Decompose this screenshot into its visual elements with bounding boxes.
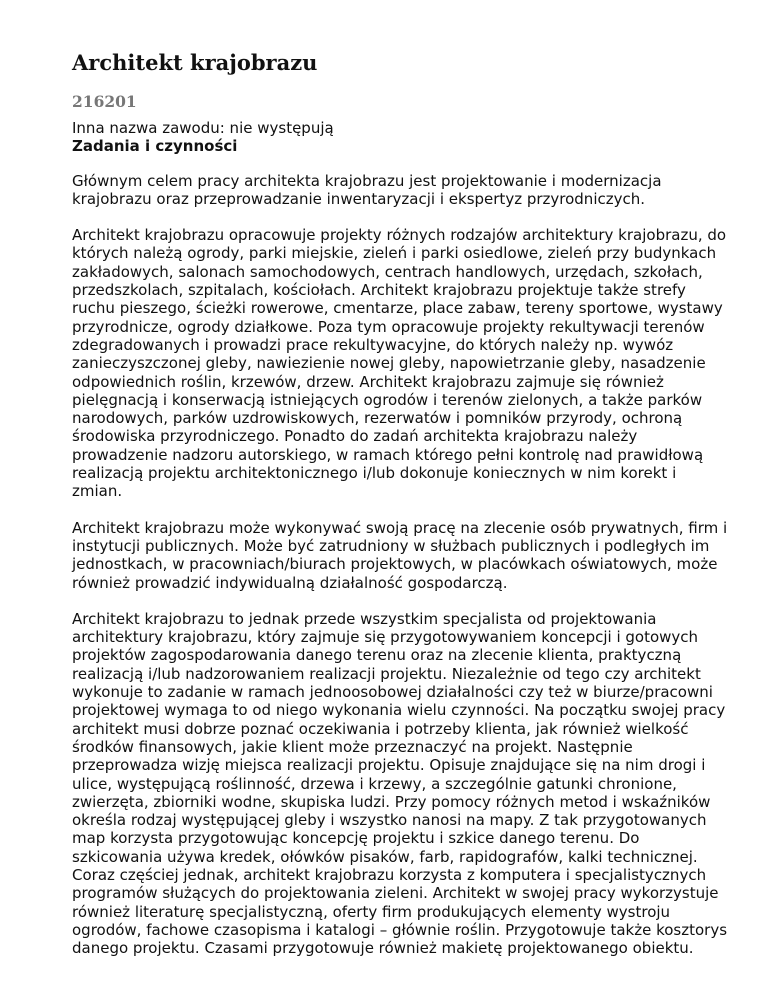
paragraph-line: również prowadzić indywidualną działalność gospodarczą.: [72, 573, 508, 592]
paragraph-line: zdegradowanych i prowadzi prace rekultywacyjne, do których należy np. wywóz: [72, 335, 674, 354]
paragraph-3: [72, 519, 736, 592]
other-name-line: Inna nazwa zawodu: nie występują: [72, 119, 334, 137]
paragraph-line: zmian.: [72, 482, 123, 501]
paragraph-line: realizacją i/lub nadzorowaniem realizacji projektu. Niezależnie od tego czy architekt: [72, 664, 701, 683]
paragraph-line: danego projektu. Czasami przygotowuje również makietę projektowanego obiektu.: [72, 939, 694, 958]
paragraph-line: szkicowania używa kredek, ołówków pisaków, farb, rapidografów, kalki technicznej.: [72, 847, 698, 866]
paragraph-line: architektury krajobrazu, który zajmuje się przygotowywaniem koncepcji i gotowych: [72, 628, 699, 647]
paragraph-line: krajobrazu oraz przeprowadzanie inwentaryzacji i ekspertyz przyrodniczych.: [72, 189, 646, 208]
paragraph-line: projektowej wymaga to od niego wykonania wielu czynności. Na początku swojej pracy: [72, 701, 726, 720]
paragraph-line: wykonuje to zadanie w ramach jednoosobowej działalności czy też w biurze/pracowni: [72, 683, 713, 702]
paragraph-line: Architekt krajobrazu opracowuje projekty różnych rodzajów architektury krajobrazu, do: [72, 226, 727, 245]
document-page: [72, 0, 736, 957]
paragraph-line: przeprowadza wizję miejsca realizacji projektu. Opisuje znajdujące się na nim drogi i: [72, 756, 706, 775]
paragraph-line: Architekt krajobrazu to jednak przede wszystkim specjalista od projektowania: [72, 609, 657, 628]
paragraph-line: architekt musi dobrze poznać oczekiwania i potrzeby klienta, jak również wielkość: [72, 719, 689, 738]
paragraph-line: Architekt krajobrazu może wykonywać swoją pracę na zlecenie osób prywatnych, firm i: [72, 518, 728, 537]
paragraph-1: [72, 172, 736, 209]
paragraph-line: Głównym celem pracy architekta krajobrazu jest projektowanie i modernizacja: [72, 171, 662, 190]
paragraph-line: ulice, występującą roślinność, drzewa i krzewy, a szczególnie gatunki chronione,: [72, 774, 677, 793]
paragraph-line: również literaturę specjalistyczną, oferty firm produkujących elementy wystroju: [72, 902, 671, 921]
paragraph-line: instytucji publicznych. Może być zatrudniony w służbach publicznych i podległych im: [72, 536, 710, 555]
paragraph-2: [72, 226, 736, 500]
paragraph-4: [72, 610, 736, 958]
paragraph-line: określa rodzaj występującej gleby i wszystko nanosi na mapy. Z tak przygotowanych: [72, 811, 707, 830]
paragraph-line: map korzysta przygotowując koncepcję projektu i szkice danego terenu. Do: [72, 829, 640, 848]
paragraph-line: prowadzenie nadzoru autorskiego, w ramach którego pełni kontrolę nad prawidłową: [72, 445, 704, 464]
paragraph-line: odpowiednich roślin, krzewów, drzew. Architekt krajobrazu zajmuje się również: [72, 372, 664, 391]
paragraph-line: których należą ogrody, parki miejskie, zieleń i parki osiedlowe, zieleń przy budynkach: [72, 244, 717, 263]
paragraph-line: ruchu pieszego, ścieżki rowerowe, cmentarze, place zabaw, tereny sportowe, wystawy: [72, 299, 723, 318]
paragraph-line: narodowych, parków uzdrowiskowych, rezerwatów i pomników przyrody, ochroną: [72, 409, 683, 428]
paragraph-line: pielęgnacją i konserwacją istniejących ogrodów i terenów zielonych, a także parków: [72, 390, 703, 409]
paragraph-line: realizacją projektu architektonicznego i/lub dokonuje koniecznych w nim korekt i: [72, 464, 677, 483]
paragraph-line: przedszkolach, szpitalach, kościołach. Architekt krajobrazu projektuje także strefy: [72, 281, 686, 300]
paragraph-line: zanieczyszczonej gleby, nawiezienie nowej gleby, napowietrzanie gleby, nasadzenie: [72, 354, 706, 373]
occupation-code: 216201: [72, 92, 137, 111]
paragraph-line: środków finansowych, jakie klient może przeznaczyć na projekt. Następnie: [72, 737, 633, 756]
page-title: Architekt krajobrazu: [72, 50, 318, 75]
paragraph-line: przyrodnicze, ogrody działkowe. Poza tym opracowuje projekty rekultywacji terenów: [72, 317, 705, 336]
paragraph-line: ogrodów, fachowe czasopisma i katalogi – głównie roślin. Przygotowuje także kosztorys: [72, 920, 728, 939]
paragraph-line: Coraz częściej jednak, architekt krajobrazu korzysta z komputera i specjalistycznych: [72, 865, 707, 884]
section-heading: Zadania i czynności: [72, 137, 238, 156]
paragraph-line: zwierzęta, zbiorniki wodne, skupiska ludzi. Przy pomocy różnych metod i wskaźników: [72, 792, 711, 811]
paragraph-line: projektów zagospodarowania danego terenu oraz na zlecenie klienta, praktyczną: [72, 646, 682, 665]
paragraph-line: programów służących do projektowania zieleni. Architekt w swojej pracy wykorzystuje: [72, 884, 719, 903]
paragraph-line: zakładowych, salonach samochodowych, centrach handlowych, urzędach, szkołach,: [72, 262, 703, 281]
paragraph-line: jednostkach, w pracowniach/biurach projektowych, w placówkach oświatowych, może: [72, 555, 718, 574]
paragraph-line: środowiska przyrodniczego. Ponadto do zadań architekta krajobrazu należy: [72, 427, 638, 446]
